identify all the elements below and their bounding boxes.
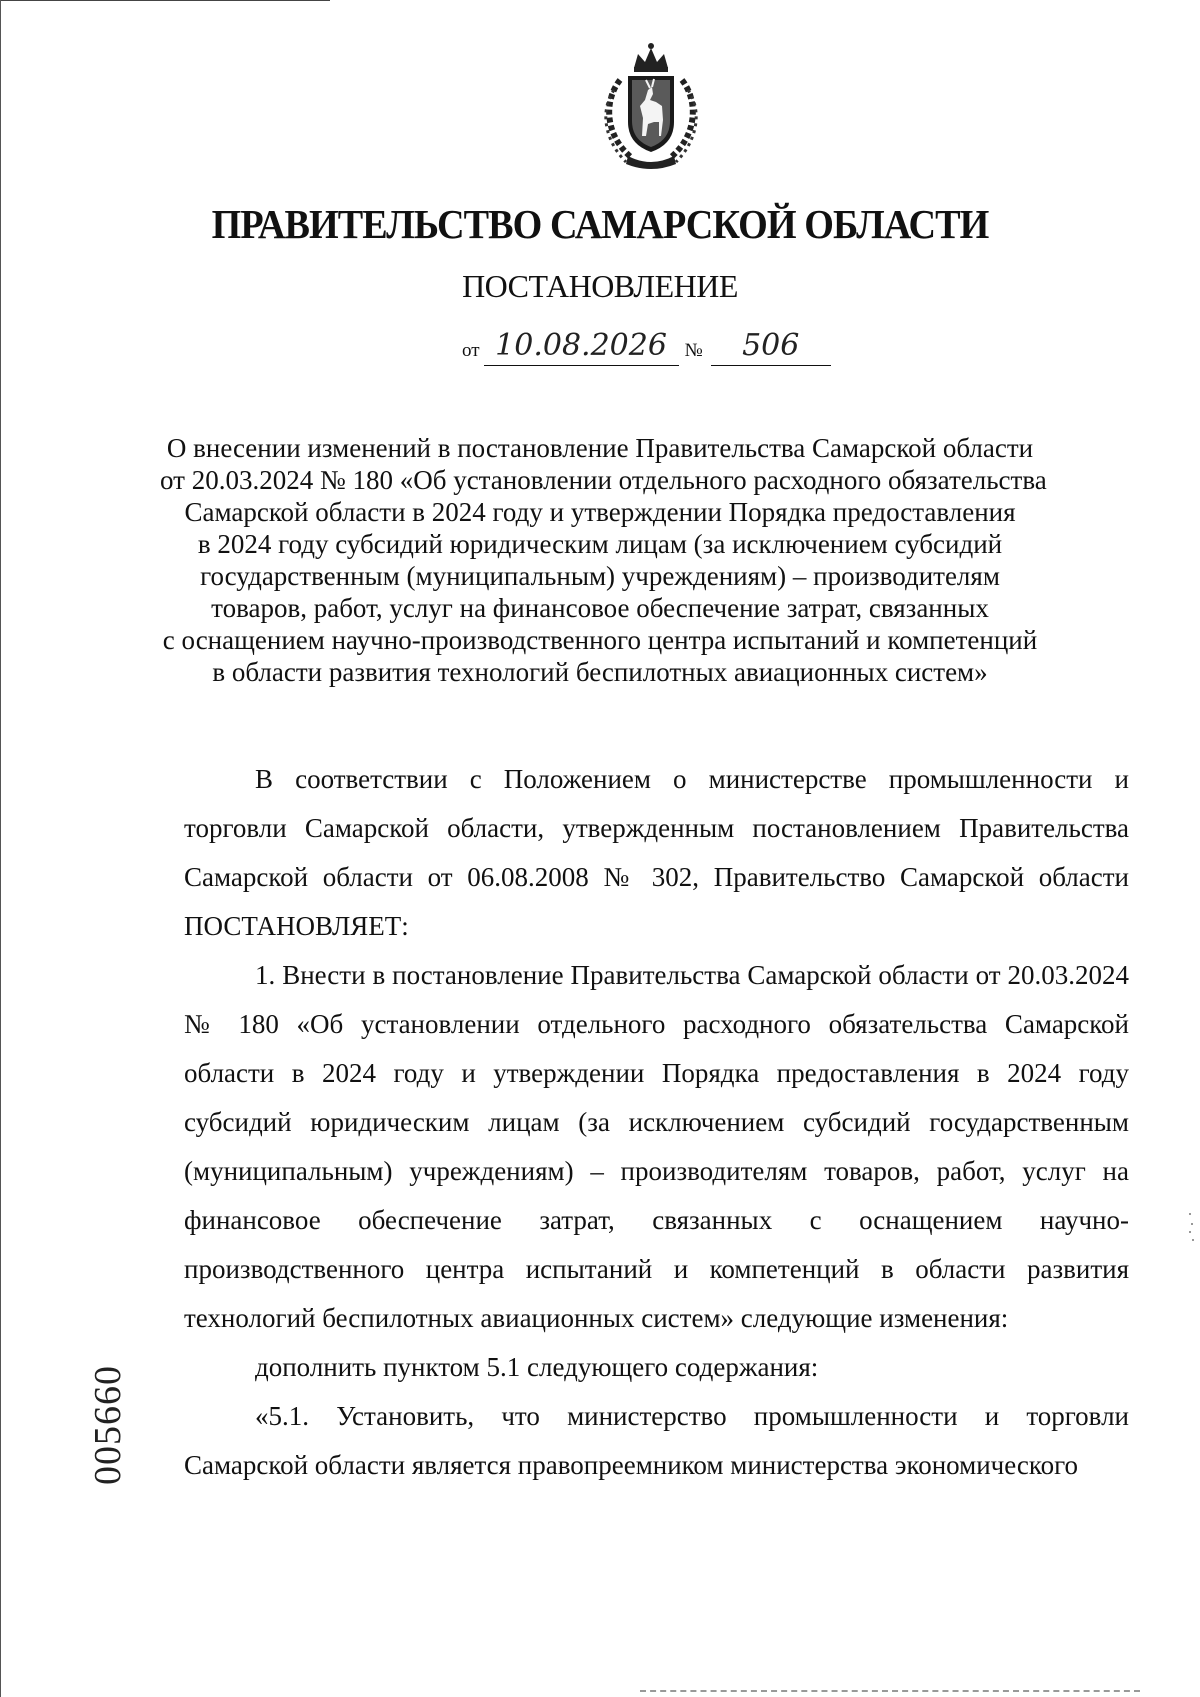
side-serial-number: [87, 1365, 129, 1485]
handwritten-number: 506: [711, 327, 831, 366]
subject-line: государственным (муниципальным) учреждениям) – производителям: [200, 561, 1000, 591]
document-subject: [160, 432, 1047, 688]
subject-line: в 2024 году субсидий юридическим лицам (за исключением субсидий: [197, 529, 1003, 559]
document-body: [184, 755, 1129, 1490]
point-5-1-paragraph: «5.1. Установить, что министерство промышленности и торговли Самарской области является правопреемником министерства экономического: [184, 1401, 1129, 1480]
samara-coat-of-arms-emblem: [590, 40, 712, 170]
date-prefix: от: [462, 340, 480, 361]
subject-line: с оснащением научно-производственного центра испытаний и компетенций: [162, 625, 1038, 655]
item-1-paragraph: 1. Внести в постановление Правительства Самарской области от 20.03.2024 № 180 «Об установлении отдельного расходного обязательства Самарской области в 2024 году и утверждении Порядка предоставления в 2024 году субсидий юридическим лицам (за исключением субсидий государственным (муниципальным) учреждениям) – производителям товаров, работ, услуг на финансовое обеспечение затрат, связанных с оснащением научно-производственного центра испытаний и компетенций в области развития технологий беспилотных авиационных систем» следующие изменения:: [184, 960, 1129, 1333]
scan-edge-bottom: [640, 1690, 1140, 1692]
subject-line: товаров, работ, услуг на финансовое обеспечение затрат, связанных: [211, 593, 989, 623]
subject-line: в области развития технологий беспилотных авиационных систем»: [212, 657, 988, 687]
subject-line: от 20.03.2024 № 180 «Об установлении отдельного расходного обязательства: [160, 465, 1047, 495]
side-serial-number-text: 005660: [87, 1365, 129, 1485]
scan-artifact-marks: [1188, 1210, 1194, 1250]
subject-line: Самарской области в 2024 году и утверждении Порядка предоставления: [184, 497, 1016, 527]
handwritten-date: 10.08.2026: [484, 327, 679, 366]
date-number-line: [462, 322, 862, 366]
supplement-paragraph: дополнить пунктом 5.1 следующего содержания:: [255, 1352, 819, 1382]
scan-edge-top: [0, 0, 330, 1]
number-prefix: №: [684, 340, 703, 361]
preamble-paragraph: В соответствии с Положением о министерстве промышленности и торговли Самарской области, утвержденным постановлением Правительства Самарской области от 06.08.2008 № 302, Правительство Самарской области ПОСТАНОВЛЯЕТ:: [184, 764, 1129, 941]
document-type: ПОСТАНОВЛЕНИЕ: [462, 268, 738, 304]
subject-line: О внесении изменений в постановление Правительства Самарской области: [166, 433, 1034, 463]
government-title: ПРАВИТЕЛЬСТВО САМАРСКОЙ ОБЛАСТИ: [211, 201, 989, 247]
scan-edge-left: [0, 0, 1, 1697]
